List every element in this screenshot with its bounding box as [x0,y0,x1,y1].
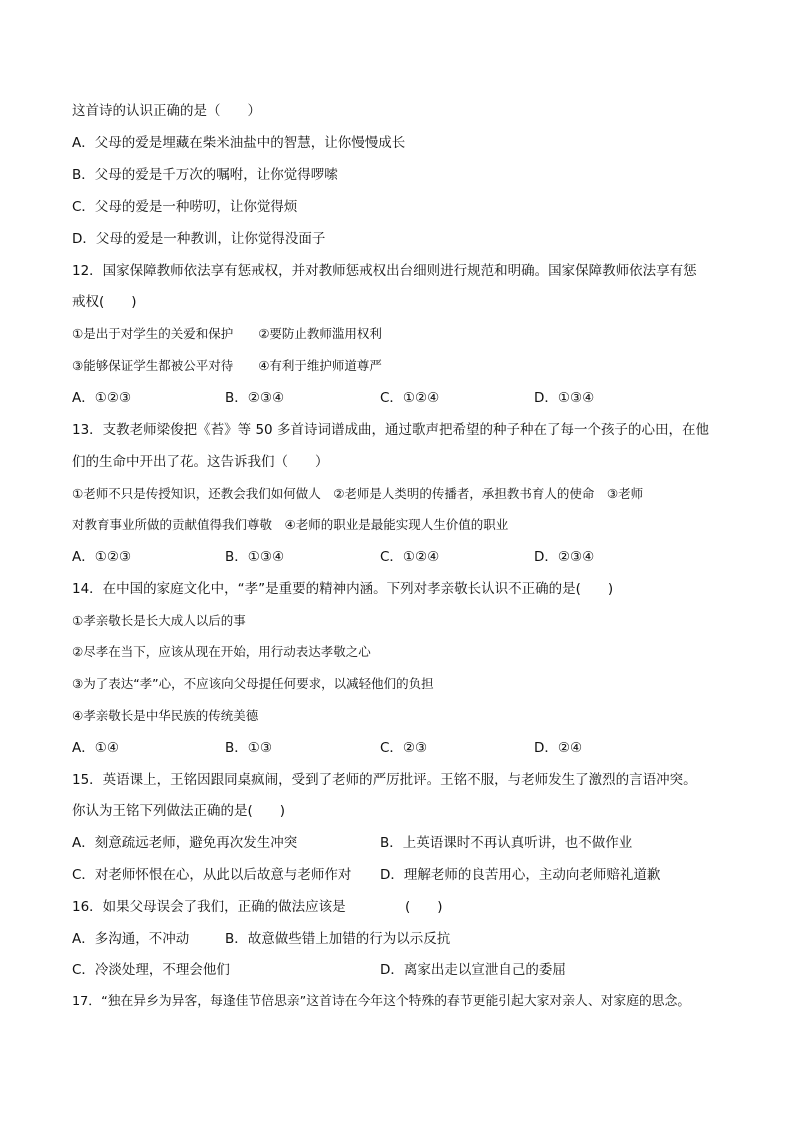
q11-option-a: A．父母的爱是埋藏在柴米油盐中的智慧，让你慢慢成长 [72,135,406,151]
q14-statement-2: ②尽孝在当下，应该从现在开始，用行动表达孝敬之心 [72,644,371,659]
q11-option-c: C．父母的爱是一种唠叨，让你觉得烦 [72,199,298,215]
q13-stem-line1: 13．支教老师梁俊把《苔》等 50 多首诗词谱成曲，通过歌声把希望的种子种在了每一个孩子的心田，在他 [72,422,709,438]
q16-stem: 16．如果父母误会了我们，正确的做法应该是 [72,899,346,915]
q14-statement-4: ④孝亲敬长是中华民族的传统美德 [72,708,259,723]
q15-option-b: B．上英语课时不再认真听讲，也不做作业 [380,835,633,851]
q12-statements-line1: ①是出于对学生的关爱和保护 ②要防止教师滥用权利 [72,326,382,341]
q16-bracket: ( ) [405,899,443,915]
q12-stem-line1: 12．国家保障教师依法享有惩戒权，并对教师惩戒权出台细则进行规范和明确。国家保障教师依法享有惩 [72,263,697,279]
q13-stem-line2: 们的生命中开出了花。这告诉我们（ ） [72,454,329,470]
q14-option-d: D．②④ [534,740,583,756]
q12-option-c: C．①②④ [380,390,440,406]
q15-stem-line2: 你认为王铭下列做法正确的是( ) [72,803,286,819]
q12-option-d: D．①③④ [534,390,595,406]
q15-option-a: A．刻意疏远老师，避免再次发生冲突 [72,835,298,851]
q13-statements-line1: ①老师不只是传授知识，还教会我们如何做人 ②老师是人类明的传播者，承担教书育人的使命 ③老师 [72,486,644,501]
q13-statements-line2: 对教育事业所做的贡献值得我们尊敬 ④老师的职业是最能实现人生价值的职业 [72,517,509,532]
q14-statement-3: ③为了表达“孝”心，不应该向父母提任何要求，以减轻他们的负担 [72,676,434,691]
q14-option-c: C．②③ [380,740,428,756]
q13-option-d: D．②③④ [534,549,595,565]
q16-option-d: D．离家出走以宣泄自己的委屈 [380,962,566,978]
q17-stem: 17．“独在异乡为异客，每逢佳节倍思亲”这首诗在今年这个特殊的春节更能引起大家对亲人、对家庭的思念。 [72,994,691,1009]
q12-stem-line2: 戒权( ) [72,294,137,310]
q16-option-c: C．冷淡处理，不理会他们 [72,962,230,978]
q12-option-b: B．②③④ [225,390,285,406]
q14-statement-1: ①孝亲敬长是长大成人以后的事 [72,613,246,628]
q13-option-b: B．①③④ [225,549,285,565]
q15-stem-line1: 15．英语课上，王铭因跟同桌疯闹，受到了老师的严厉批评。王铭不服，与老师发生了激烈的言语冲突。 [72,772,697,788]
q14-option-b: B．①③ [225,740,272,756]
q11-option-d: D．父母的爱是一种教训，让你觉得没面子 [72,231,326,247]
q15-option-c: C．对老师怀恨在心，从此以后故意与老师作对 [72,867,352,883]
q13-option-a: A．①②③ [72,549,132,565]
q13-option-c: C．①②④ [380,549,440,565]
q12-option-a: A．①②③ [72,390,132,406]
q14-option-a: A．①④ [72,740,119,756]
q14-stem: 14．在中国的家庭文化中，“孝”是重要的精神内涵。下列对孝亲敬长认识不正确的是( ) [72,581,614,597]
q12-statements-line2: ③能够保证学生都被公平对待 ④有利于维护师道尊严 [72,358,382,373]
q11-stem-end: 这首诗的认识正确的是（ ） [72,103,261,119]
q16-option-b: B．故意做些错上加错的行为以示反抗 [225,931,451,947]
q11-option-b: B．父母的爱是千万次的嘱咐，让你觉得啰嗦 [72,167,338,183]
q16-option-a: A．多沟通，不冲动 [72,931,190,947]
q15-option-d: D．理解老师的良苦用心，主动向老师赔礼道歉 [380,867,661,883]
